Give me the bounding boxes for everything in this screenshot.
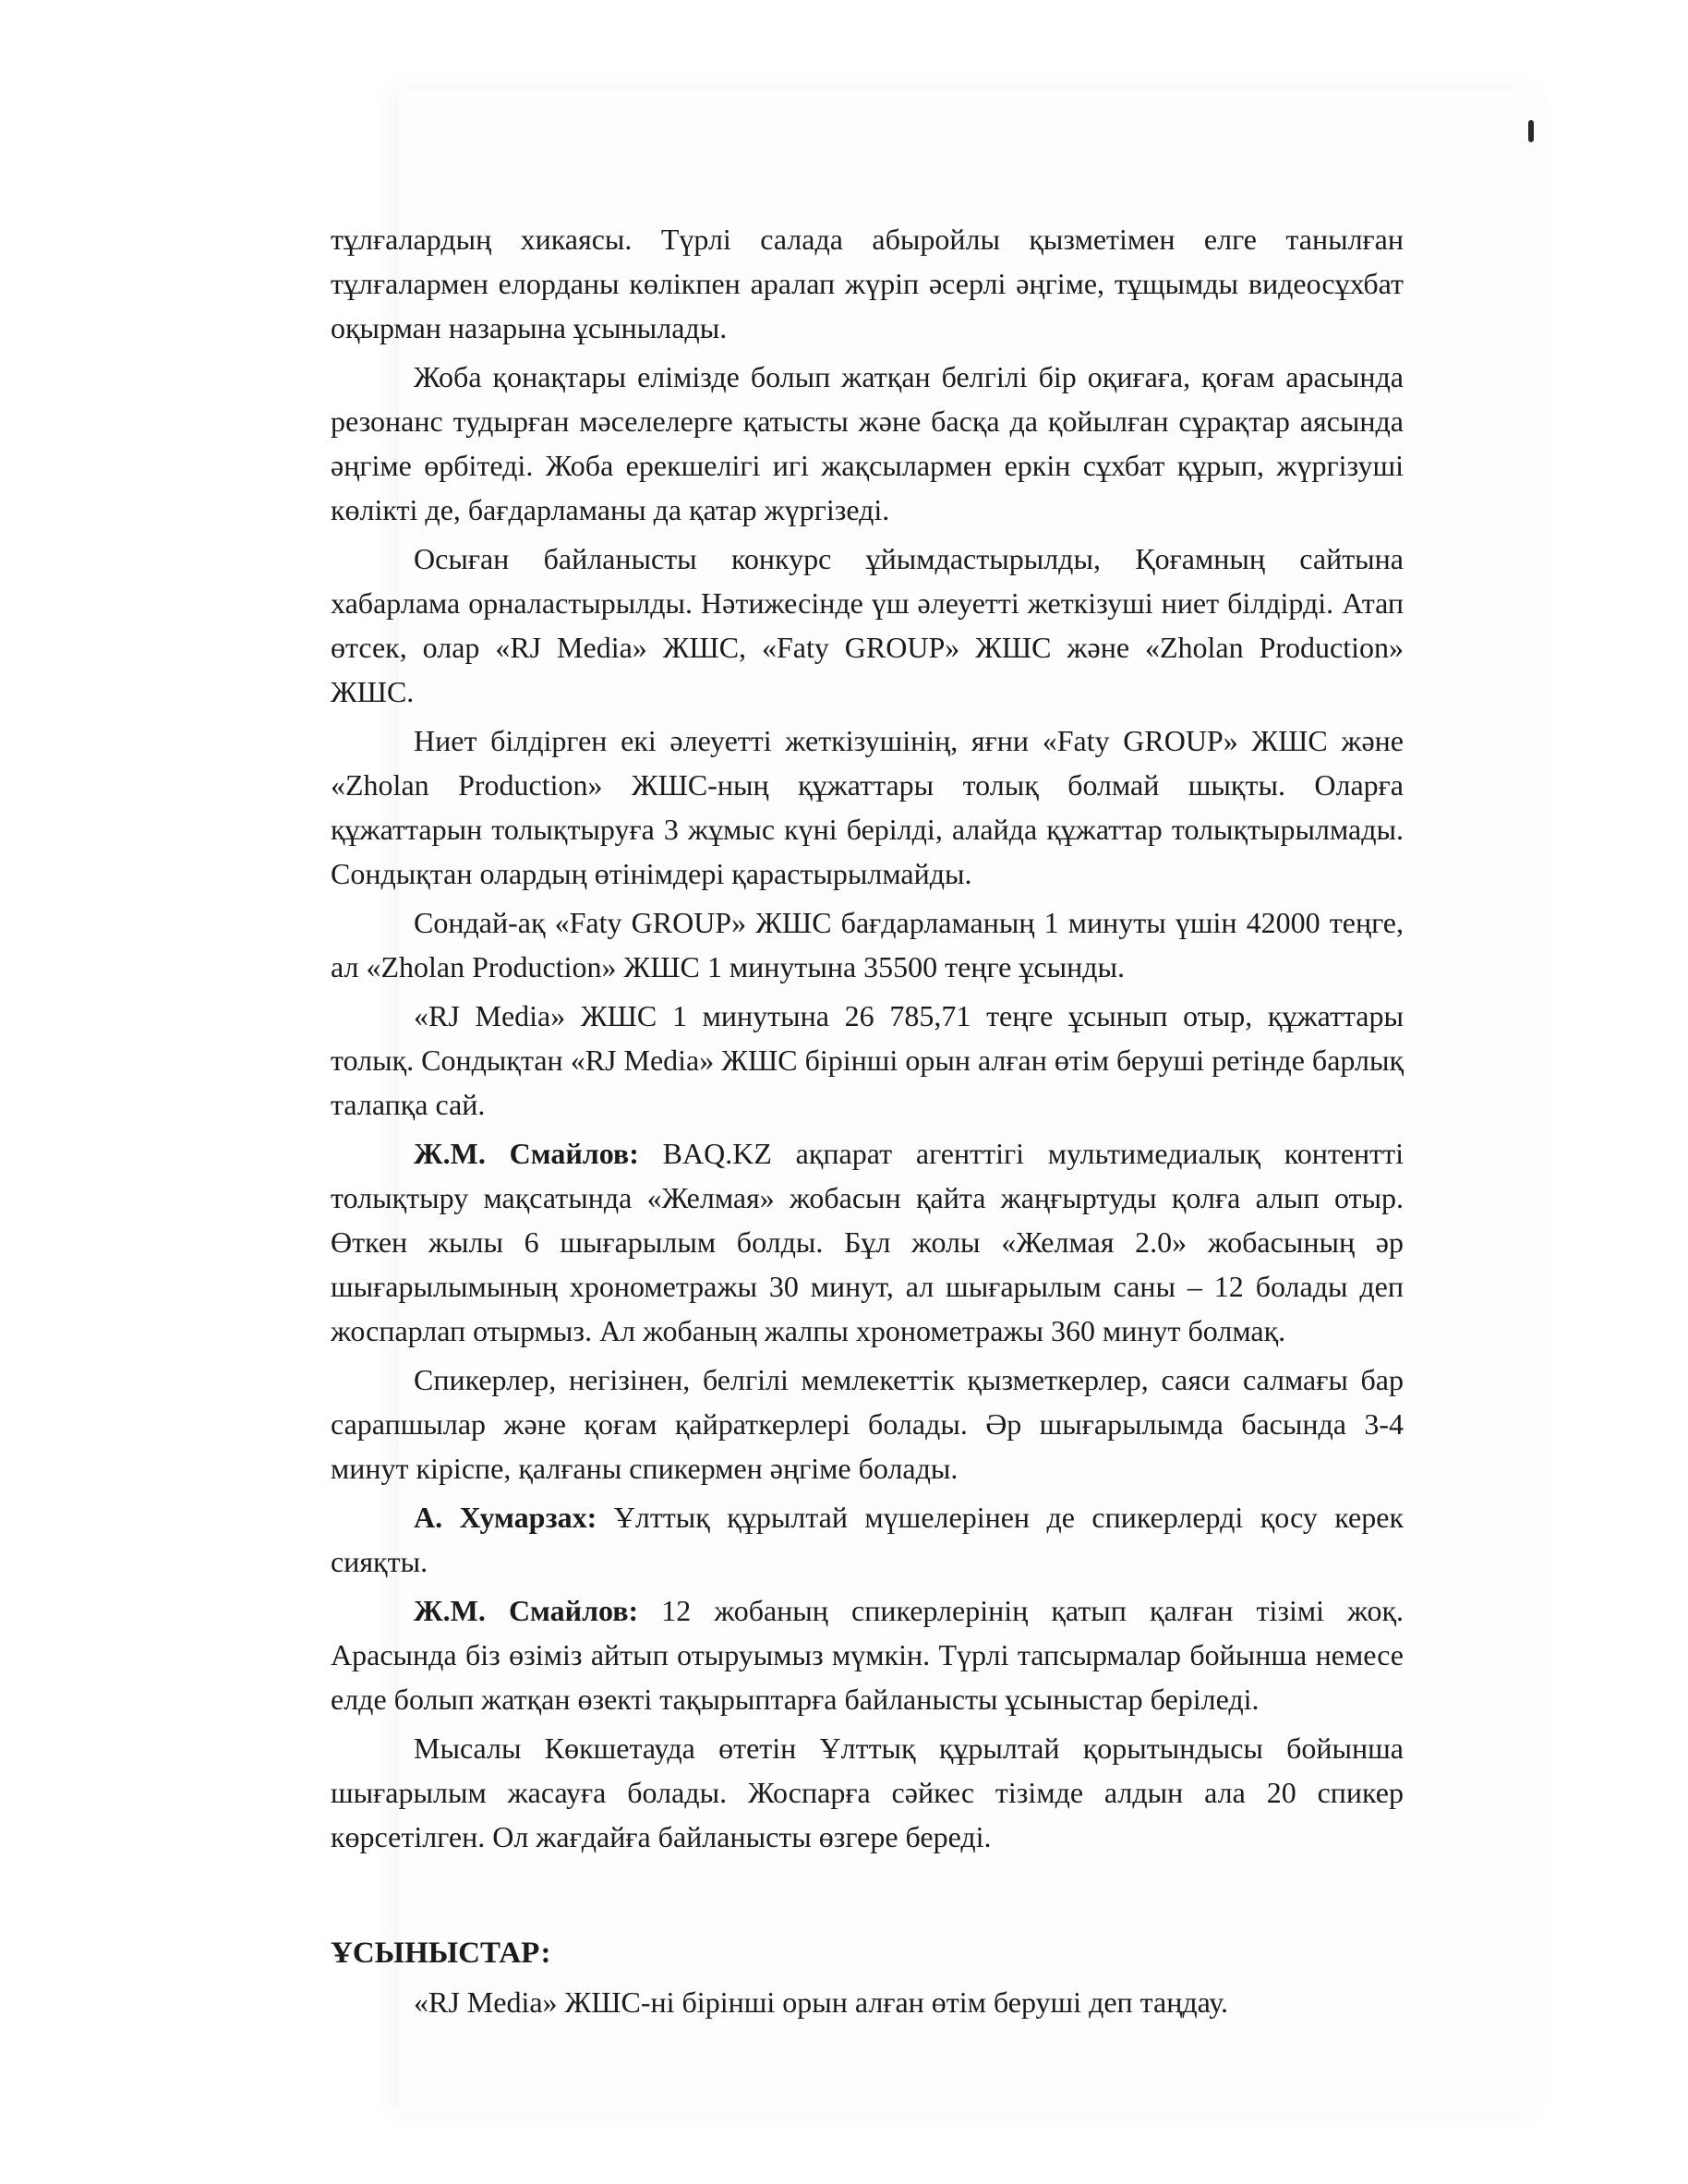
paragraph-text: Жоба қонақтары елімізде болып жатқан белгілі бір оқиғаға, қоғам арасында резонанс тудырған мәселелерге қатысты және басқа да қойылған сұрақтар аясында әңгіме өрбітеді. Жоба ерекшелігі игі жақсылармен еркін сұхбат құрып, жүргізуші көлікті де, бағдарламаны да қатар жүргізеді. [331,360,1404,526]
paragraph-text: BAQ.KZ ақпарат агенттігі мультимедиалық контентті толықтыру мақсатында «Желмая» жобасын қайта жаңғыртуды қолға алып отыр. Өткен жылы 6 шығарылым болды. Бұл жолы «Желмая 2.0» жобасының әр шығарылымының хронометражы 30 минут, ал шығарылым саны – 12 болады деп жоспарлап отырмыз. Ал жобаның жалпы хронометражы 360 минут болмақ. [331,1137,1405,1347]
paragraph-2 [331,355,1404,532]
paragraph-text: «RJ Media» ЖШС 1 минутына 26 785,71 теңге ұсынып отыр, құжаттары толық. Сондықтан «RJ Media» ЖШС бірінші орын алған өтім беруші ретінде барлық талапқа сай. [331,999,1404,1121]
paragraph-8 [331,1357,1404,1490]
document-body [331,217,1404,2029]
paragraph-5 [331,900,1404,989]
paragraph-text: 12 жобаның спикерлерінің қатып қалған тізімі жоқ. Арасында біз өзіміз айтып отыруымыз мүмкін. Түрлі тапсырмалар бойынша немесе елде болып жатқан өзекті тақырыптарға байланысты ұсыныстар беріледі. [331,1594,1405,1716]
paragraph-7 [331,1131,1404,1353]
paragraph-1 [331,217,1404,350]
recommendation: «RJ Media» ЖШС-ні бірінші орын алған өтім беруші деп таңдау. [414,1985,1229,2019]
paragraph-9 [331,1495,1404,1584]
paragraph-text: Мысалы Көкшетауда өтетін Ұлттық құрылтай қорытындысы бойынша шығарылым жасауға болады. Жоспарға сәйкес тізімде алдын ала 20 спикер көрсетілген. Ол жағдайға байланысты өзгере береді. [331,1732,1404,1853]
paragraph-text: Сондай-ақ «Faty GROUP» ЖШС бағдарламаның 1 минуты үшін 42000 теңге, ал «Zholan Production» ЖШС 1 минутына 35500 теңге ұсынды. [331,906,1404,983]
paragraph-text: тұлғалардың хикаясы. Түрлі салада абыройлы қызметімен елге танылған тұлғалармен елорданы көлікпен аралап жүріп әсерлі әңгіме, тұщымды видеосұхбат оқырман назарына ұсынылады. [331,223,1404,344]
paragraph-text: Ұлттық құрылтай мүшелерінен де спикерлерді қосу керек сияқты. [331,1501,1404,1578]
paragraph-6 [331,994,1404,1127]
paragraph-text: Ниет білдірген екі әлеуетті жеткізушінің, яғни «Faty GROUP» ЖШС және «Zholan Production» ЖШС-ның құжаттары толық болмай шықты. Оларға құжаттарын толықтыруға 3 жұмыс күні берілді, алайда құжаттар толықтырылмады. Сондықтан олардың өтінімдері қарастырылмайды. [331,724,1404,890]
paragraph-text: Осыған байланысты конкурс ұйымдастырылды, Қоғамның сайтына хабарлама орналастырылды. Нәтижесінде үш әлеуетті жеткізуші ниет білдірді. Атап өтсек, олар «RJ Media» ЖШС, «Faty GROUP» ЖШС және «Zholan Production» ЖШС. [331,542,1404,708]
speaker-name: А. Хумарзах: [414,1501,597,1534]
paragraph-11 [331,1726,1404,1859]
speaker-name: Ж.М. Смайлов: [414,1137,639,1170]
paragraph-10 [331,1588,1404,1721]
section-title: ҰСЫНЫСТАР: [331,1937,551,1970]
paragraph-3 [331,537,1404,714]
paragraph-text: Спикерлер, негізінен, белгілі мемлекеттік қызметкерлер, саяси салмағы бар сарапшылар және қоғам қайраткерлері болады. Әр шығарылымда басында 3-4 минут кіріспе, қалғаны спикермен әңгіме болады. [331,1363,1404,1485]
paragraph-4 [331,718,1404,896]
speaker-name: Ж.М. Смайлов: [414,1594,639,1627]
page-edge-mark [1528,120,1534,142]
